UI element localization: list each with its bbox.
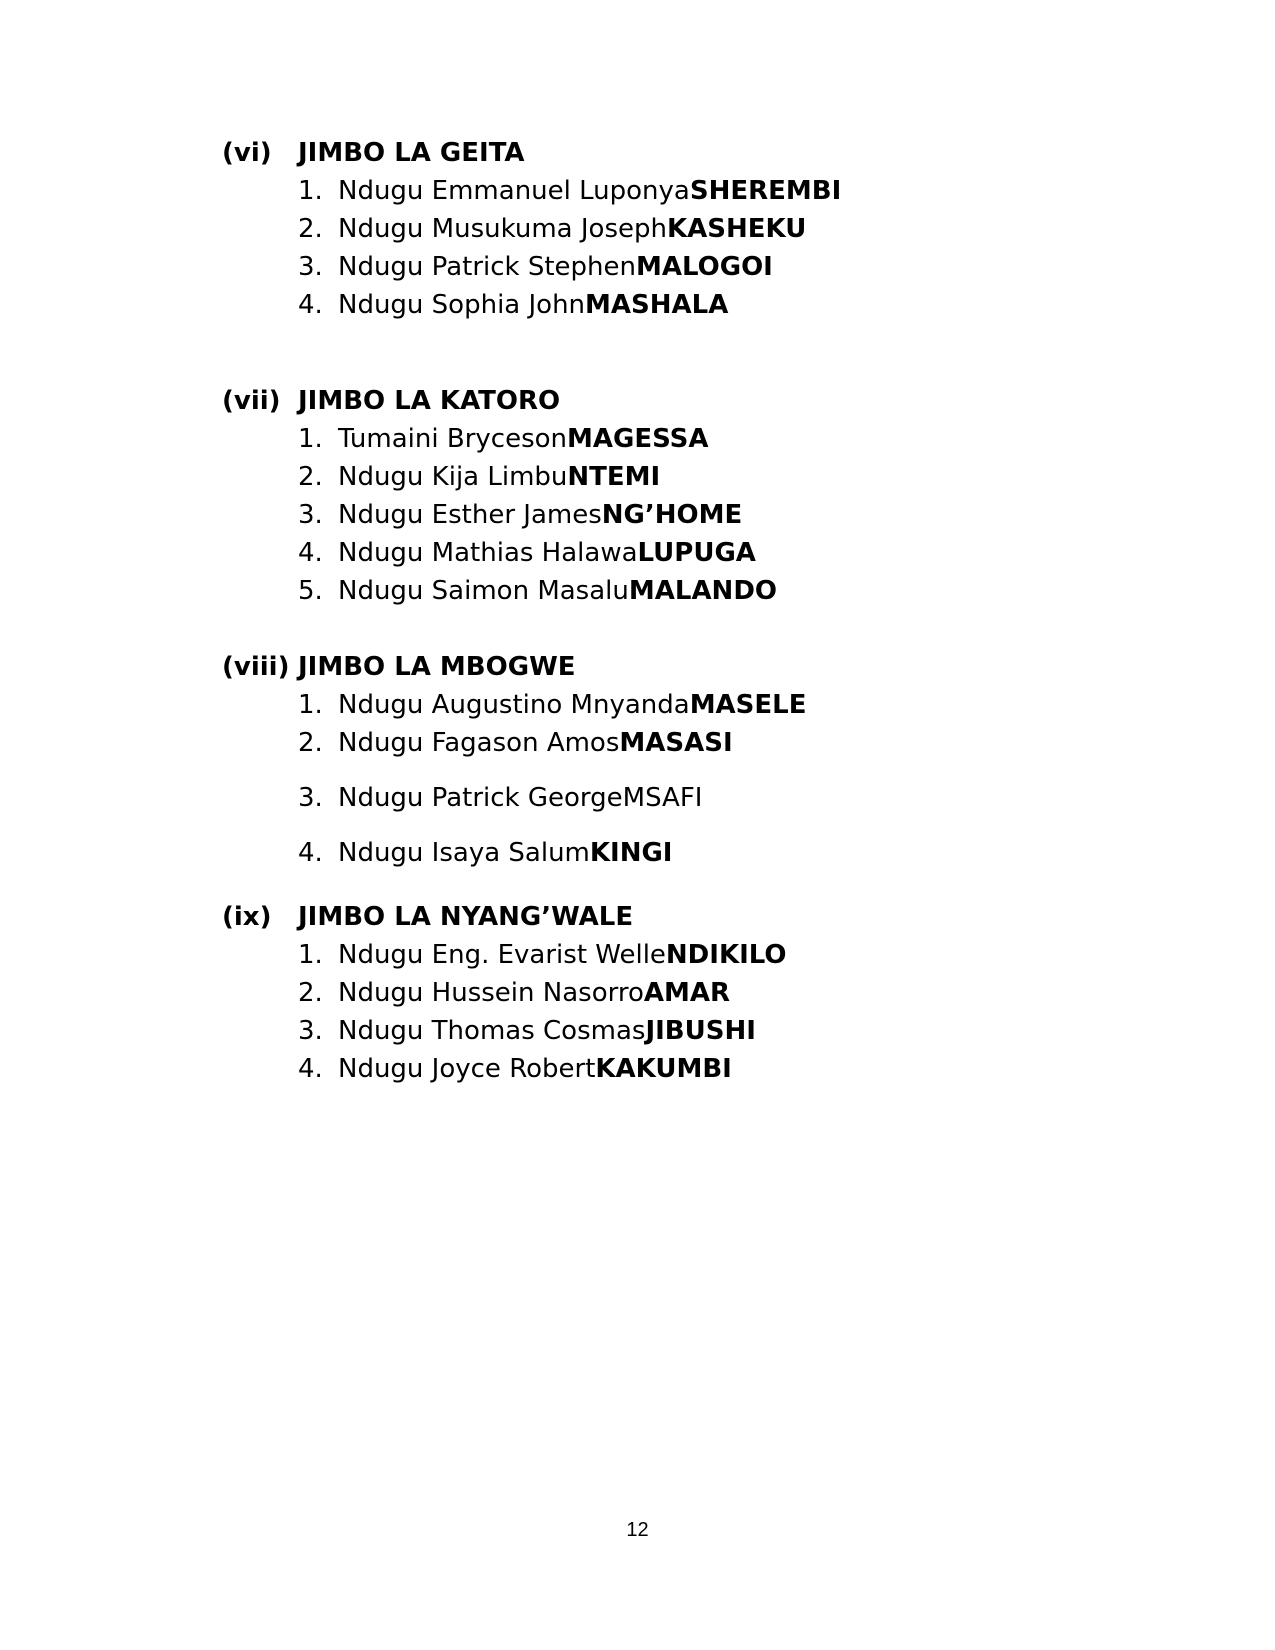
item-number: 4. (298, 290, 323, 320)
list-item (222, 572, 1122, 610)
given-names: Ndugu Saimon Masalu (338, 576, 629, 606)
given-names: Ndugu Isaya Salum (338, 838, 590, 868)
section-title: JIMBO LA NYANG’WALE (298, 902, 634, 932)
given-names: Ndugu Patrick Stephen (338, 252, 636, 282)
given-names: Ndugu Emmanuel Luponya (338, 176, 690, 206)
surname: MALANDO (628, 576, 778, 606)
item-number: 4. (298, 1054, 323, 1084)
list-item (222, 936, 1122, 974)
surname: SHEREMBI (689, 176, 842, 206)
item-number: 3. (298, 252, 323, 282)
item-number: 2. (298, 214, 323, 244)
item-number: 4. (298, 538, 323, 568)
item-number: 3. (298, 1016, 323, 1046)
item-number: 3. (298, 783, 323, 813)
list-item (222, 496, 1122, 534)
list-item (222, 248, 1122, 286)
section-katoro (222, 382, 1122, 610)
given-names: Ndugu Esther James (338, 500, 602, 530)
given-names: Ndugu Augustino Mnyanda (338, 690, 690, 720)
member-list (222, 420, 1122, 610)
member-list (222, 936, 1122, 1088)
section-numeral: (ix) (222, 902, 272, 932)
item-number: 5. (298, 576, 323, 606)
surname: KAKUMBI (595, 1054, 732, 1084)
item-number: 2. (298, 728, 323, 758)
surname: MASHALA (585, 290, 729, 320)
section-geita (222, 134, 1122, 324)
list-item (222, 1012, 1122, 1050)
surname: LUPUGA (637, 538, 756, 568)
list-item (222, 420, 1122, 458)
surname: MASASI (619, 728, 733, 758)
given-names: Ndugu Kija Limbu (338, 462, 568, 492)
surname: MAGESSA (567, 424, 709, 454)
page-number: 12 (626, 1519, 649, 1541)
list-item (222, 834, 1122, 872)
surname: KINGI (589, 838, 673, 868)
section-mbogwe (222, 648, 1122, 872)
section-heading (222, 648, 1122, 686)
list-item (222, 686, 1122, 724)
list-item (222, 286, 1122, 324)
given-names: Ndugu Thomas Cosmas (338, 1016, 646, 1046)
item-number: 1. (298, 940, 323, 970)
given-names: Ndugu Eng. Evarist Welle (338, 940, 666, 970)
list-item (222, 534, 1122, 572)
surname: AMAR (643, 978, 730, 1008)
surname: NDIKILO (665, 940, 787, 970)
surname: JIBUSHI (645, 1016, 756, 1046)
surname: NG’HOME (601, 500, 743, 530)
section-nyangwale (222, 898, 1122, 1088)
given-names: Ndugu Musukuma Joseph (338, 214, 667, 244)
given-names: Tumaini Bryceson (338, 424, 567, 454)
list-item (222, 779, 1122, 817)
given-names: Ndugu Sophia John (338, 290, 586, 320)
section-heading (222, 898, 1122, 936)
surname: MALOGOI (636, 252, 773, 282)
section-numeral: (viii) (222, 652, 290, 682)
list-item (222, 172, 1122, 210)
section-heading (222, 134, 1122, 172)
surname: NTEMI (567, 462, 661, 492)
section-title: JIMBO LA KATORO (298, 386, 561, 416)
section-title: JIMBO LA MBOGWE (298, 652, 576, 682)
item-number: 4. (298, 838, 323, 868)
member-list (222, 172, 1122, 324)
item-number: 2. (298, 978, 323, 1008)
item-number: 1. (298, 690, 323, 720)
surname: KASHEKU (666, 214, 807, 244)
item-number: 1. (298, 424, 323, 454)
list-item (222, 724, 1122, 762)
item-number: 2. (298, 462, 323, 492)
surname: MSAFI (622, 783, 703, 813)
given-names: Ndugu Mathias Halawa (338, 538, 638, 568)
item-number: 1. (298, 176, 323, 206)
list-item (222, 1050, 1122, 1088)
given-names: Ndugu Hussein Nasorro (338, 978, 644, 1008)
list-item (222, 210, 1122, 248)
list-item (222, 974, 1122, 1012)
section-heading (222, 382, 1122, 420)
section-numeral: (vii) (222, 386, 281, 416)
section-numeral: (vi) (222, 138, 272, 168)
section-title: JIMBO LA GEITA (298, 138, 525, 168)
member-list (222, 686, 1122, 872)
list-item (222, 458, 1122, 496)
surname: MASELE (689, 690, 807, 720)
given-names: Ndugu Patrick George (338, 783, 623, 813)
given-names: Ndugu Joyce Robert (338, 1054, 596, 1084)
item-number: 3. (298, 500, 323, 530)
given-names: Ndugu Fagason Amos (338, 728, 620, 758)
